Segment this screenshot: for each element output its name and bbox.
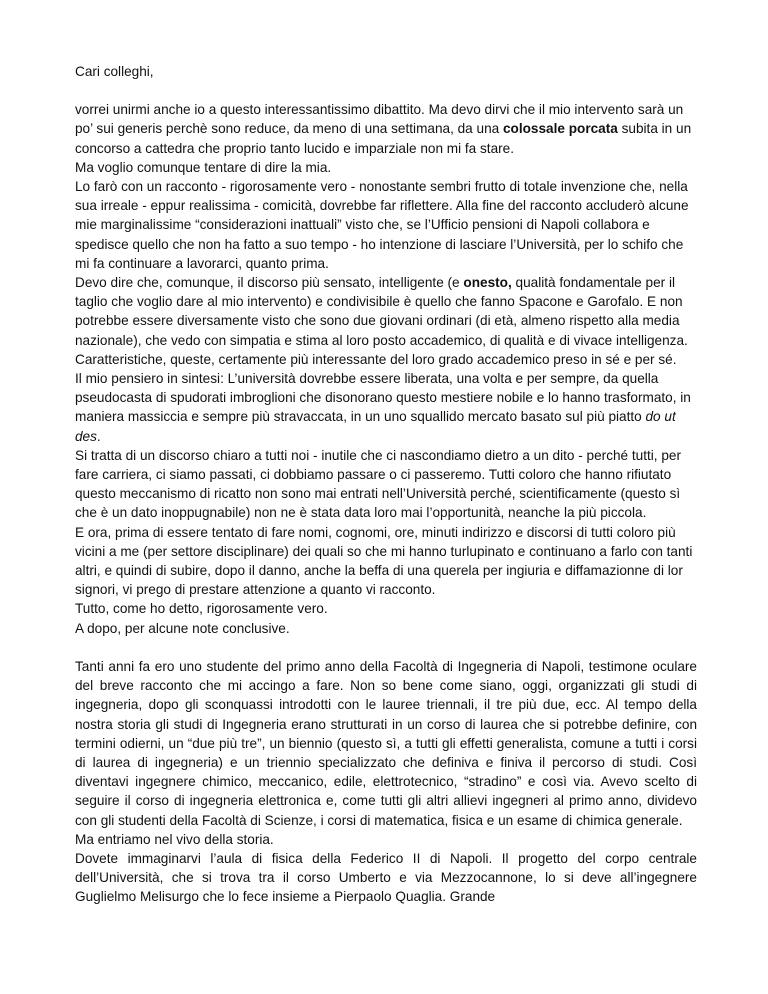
letter-paragraph-1-text-a: vorrei unirmi anche io a questo interessantissimo dibattito. Ma devo dirvi che il mio intervento sarà un po’ sui generis perchè sono reduce, da meno di una settimana, da una xyxy=(75,102,684,137)
letter-paragraph-1-text-b: subita in un concorso a cattedra che proprio tanto lucido e imparziale non mi fa stare. xyxy=(75,121,692,156)
story-paragraph-3: Dovete immaginarvi l’aula di fisica della Federico II di Napoli. Il progetto del corpo centrale dell’Università, che si trova tra il corso Umberto e via Mezzocannone, lo si deve all’ingegnere Guglielmo Melisurgo che lo fece insieme a Pierpaolo Quaglia. Grande xyxy=(75,850,697,905)
letter-paragraph-1 xyxy=(75,100,697,158)
letter-paragraph-5-text-b: . xyxy=(96,428,101,444)
letter-paragraph-3: Lo farò con un racconto - rigorosamente vero - nonostante sembri frutto di totale invenzione che, nella sua irreale - eppur realissima - comicità, dovrebbe far riflettere. Alla fine del racconto accluderò alcune mie marginalissime “considerazioni inattuali” visto che, se l’Ufficio pensioni di Napoli collabora e spedisce quello che non ha fatto a suo tempo - ho intenzione di lasciare l’Università, per lo schifo che mi fa continuare a lavorarci, quanto prima. xyxy=(75,179,689,271)
letter-paragraph-8: Tutto, come ho detto, rigorosamente vero. xyxy=(75,601,328,617)
letter-paragraph-6: Si tratta di un discorso chiaro a tutti noi - inutile che ci nascondiamo dietro a un dito - perché tutti, per fare carriera, ci siamo passati, ci dobbiamo passare o ci passeremo. Tutti coloro che hanno rifiutato questo meccanismo di ricatto non sono mai entrati nell’Università perché, scientificamente (questo sì che è un dato inoppugnabile) non ne è stata data loro mai l’opportunità, neanche la più piccola. xyxy=(75,447,681,521)
salutation: Cari colleghi, xyxy=(75,64,154,79)
section-gap xyxy=(75,638,697,657)
letter-paragraph-1-bold: colossale porcata xyxy=(502,121,618,137)
story-paragraph-1: Tanti anni fa ero uno studente del primo anno della Facoltà di Ingegneria di Napoli, testimone oculare del breve racconto che mi accingo a fare. Non so bene come siano, oggi, organizzati gli studi di ingegneria, dopo gli sconquassi introdotti con le lauree triennali, il tre più due, ecc. Al tempo della nostra storia gli studi di Ingegneria erano strutturati in un corso di laurea che si potrebbe definire, con termini odierni, un “due più tre”, un biennio (questo sì, a tutti gli effetti generalista, comune a tutti i corsi di laurea di ingegneria) e un triennio specializzato che definiva e finiva il percorso di studi. Così diventavi ingegnere chimico, meccanico, edile, elettrotecnico, “stradino” e così via. Avevo scelto di seguire il corso di ingegneria elettronica e, come tutti gli altri allievi ingegneri al primo anno, dividevo con gli studenti della Facoltà di Scienze, i corsi di matematica, fisica e un esame di chimica generale. xyxy=(75,658,697,828)
letter-paragraph-4-text-b: qualità fondamentale per il taglio che voglio dare al mio intervento) e condivisibile è quello che fanno Spacone e Garofalo. E non potrebbe essere diversamente visto che sono due giovani ordinari (di età, almeno rispetto alla media nazionale), che vedo con simpatia e stima al loro posto accademico, di qualità e di vivace intelligenza. Caratteristiche, queste, certamente più interessante del loro grado accademico preso in sé e per sé. xyxy=(75,275,688,367)
story-paragraph-2: Ma entriamo nel vivo della storia. xyxy=(75,831,274,847)
letter-paragraph-5 xyxy=(75,369,697,446)
letter-paragraph-7: E ora, prima di essere tentato di fare nomi, cognomi, ore, minuti indirizzo e discorsi di tutti coloro più vicini a me (per settore disciplinare) dei quali so che mi hanno turlupinato e continuano a farlo con tanti altri, e quindi di subire, dopo il danno, anche la beffa di una querela per ingiuria e diffamazionne di lor signori, vi prego di prestare attenzione a quanto vi racconto. xyxy=(75,524,693,598)
letter-paragraph-2: Ma voglio comunque tentare di dire la mia. xyxy=(75,159,332,175)
letter-paragraph-4 xyxy=(75,273,697,369)
letter-paragraph-4-bold: onesto, xyxy=(463,275,512,291)
letter-paragraph-5-text-a: Il mio pensiero in sintesi: L’università dovrebbe essere liberata, una volta e per sempre, da quella pseudocasta di spudorati imbroglioni che disonorano questo mestiere nobile e lo hanno trasformato, in maniera massiccia e sempre più stravaccata, in un uno squallido mercato basato sul più piatto xyxy=(75,371,691,425)
letter-paragraph-9: A dopo, per alcune note conclusive. xyxy=(75,620,290,636)
letter-paragraph-4-text-a: Devo dire che, comunque, il discorso più sensato, intelligente (e xyxy=(75,275,464,291)
paragraph-gap xyxy=(75,81,697,100)
document-page xyxy=(75,62,697,907)
letter-paragraph-5-italic: do ut des xyxy=(75,409,676,444)
